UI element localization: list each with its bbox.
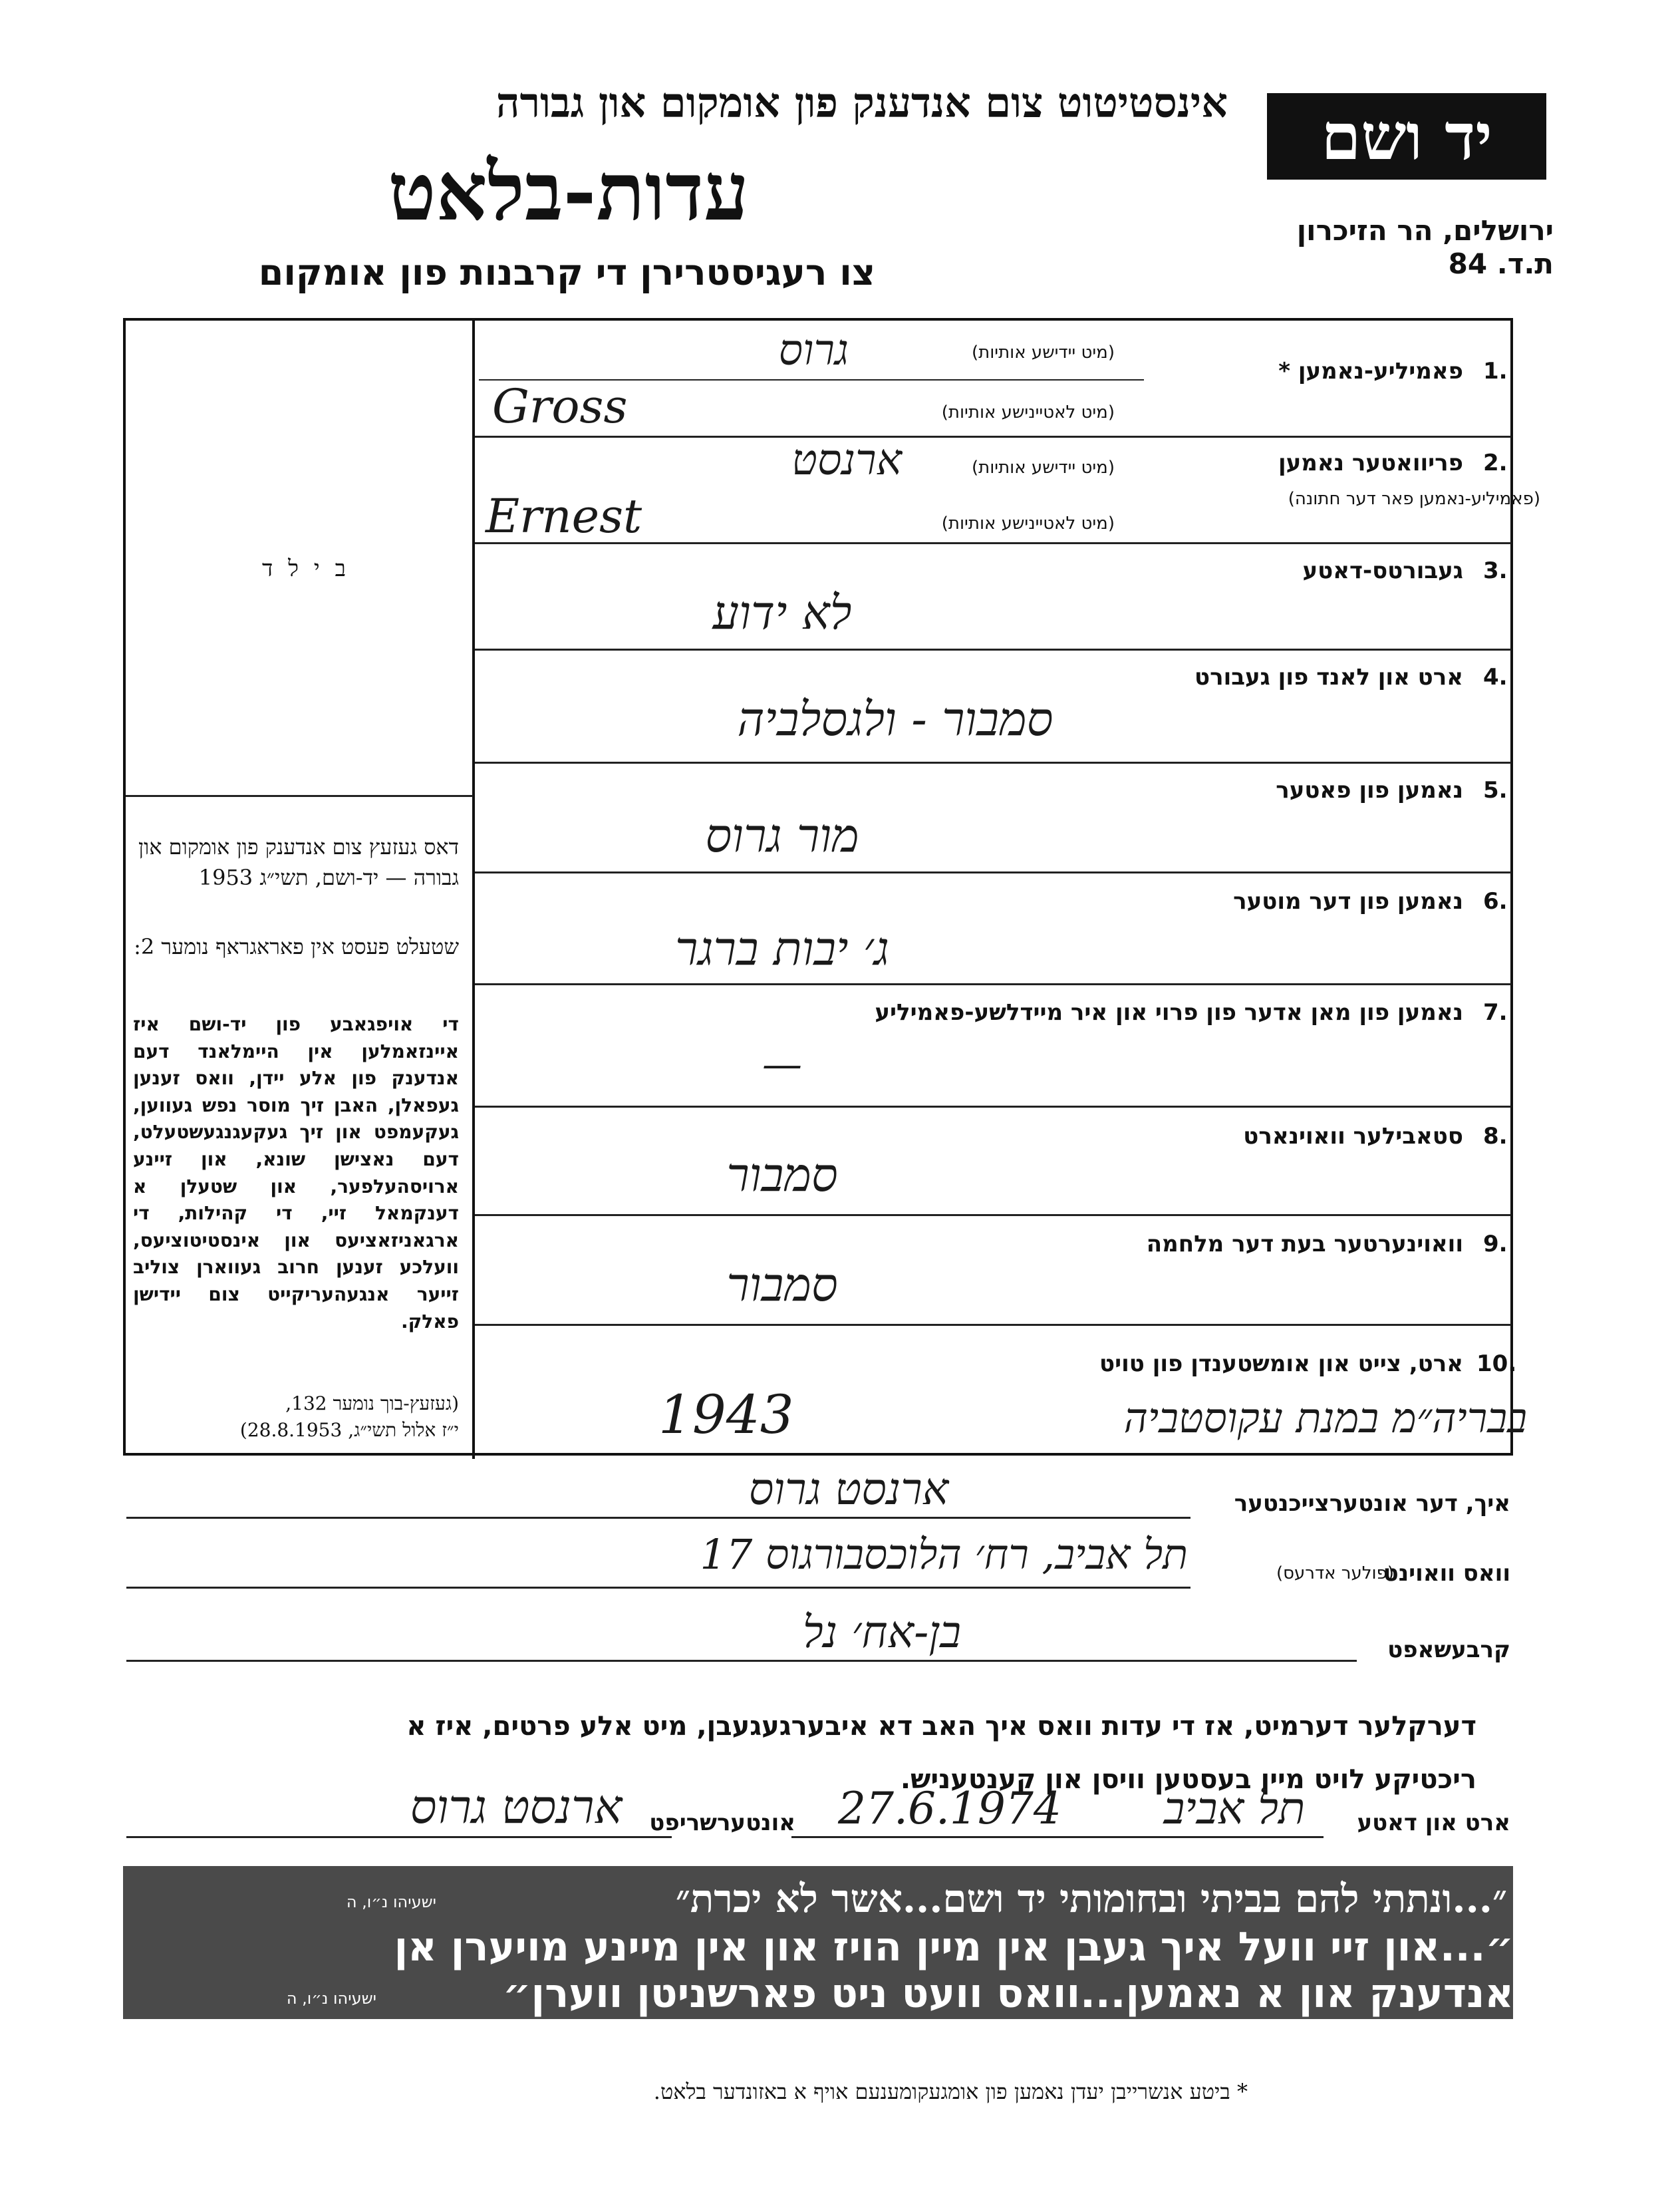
field-1-hint-latin: (מיט לאטיינישע אותיות) [941,402,1115,422]
field-3-number: 3. [1483,557,1508,584]
field-8-label: סטאבילער וואוינארט [1243,1123,1463,1150]
field-4-label: ארט און לאנד פון געבורט [1194,664,1463,691]
form-subtitle: צו רעגיסטרירן די קרבנות פון אומקום [258,251,875,293]
field-5-label: נאמען פון פאטער [1276,777,1463,804]
field-10-year[interactable]: 1943 [658,1384,794,1446]
field-3-label: געבורטס-דאטע [1302,557,1463,584]
law-paragraph: שטעלט פעסט אין פאראגראף נומער 2: [134,934,459,959]
field-7-number: 7. [1483,999,1508,1026]
field-10-value[interactable]: בבריה״מ במנת עקוסטביה [1123,1394,1527,1442]
field-1-number: 1. [1483,358,1508,385]
address-line-1: ירושלים, הר הזיכרון [1296,214,1554,247]
field-8-number: 8. [1483,1123,1508,1150]
field-2-label: פריוואטער נאמען [1278,450,1463,476]
undersigned-label: איך, דער אונטערצייכנטער [1234,1490,1510,1517]
row-separator [475,1324,1511,1326]
field-2-value-yiddish[interactable]: ארנסט [791,436,902,485]
declaration-text: דערקלער דערמיט, אז די עדות וואס איך האב דא איבערגעגעבן, מיט אלע פרטים, איז א ריכטיקע לויט מיין בעסטען וויסן און קענטעניש. [406,1711,1476,1795]
footnote: * ביטע אנשרייבן יעדן נאמען פון אומגעקומענעם אויף א באזונדער בלאט. [653,2079,1248,2104]
law-title: דאס געזעץ צום אנדענק פון אומקום און גבורה — יד-ושם, תשי״ג 1953 [138,834,459,891]
address-line [126,1587,1190,1589]
photo-box-divider [126,795,473,797]
undersigned-line [126,1517,1190,1519]
field-1-value-latin[interactable]: Gross [492,379,628,434]
signature-line [126,1836,672,1838]
field-2-hint-latin: (מיט לאטיינישע אותיות) [941,514,1115,534]
relation-label: קרבעשאפט [1387,1637,1510,1663]
row-separator [475,762,1511,764]
institute-name: אינסטיטוט צום אנדענק פון אומקום און גבורה [495,79,1228,127]
address-label: וואס וואוינט [1383,1560,1510,1587]
field-2-number: 2. [1483,450,1508,476]
field-10-number: 10. [1476,1350,1517,1377]
field-6-label: נאמען פון דער מוטער [1233,888,1463,915]
field-10-label: ארט, צייט און אומשטענדן פון טויט [1099,1350,1463,1377]
banner-ref-2: ישעיהו נ״ו, ה [286,1989,376,2008]
row-separator [475,871,1511,873]
banner-line-1: ״...ונתתי להם בביתי ובחומותי יד ושם...אשר לא יכרת״ [675,1876,1507,1921]
relation-value[interactable]: בן-אח׳ נל [802,1607,962,1658]
law-body: די אויפגאבע פון יד-ושם איז איינזאמלען אין היימלאנד דעם אנדענק פון אלע יידן, וואס זענען געפאלן, האבן זיך מוסר נפש געווען, געקעמפט און זיך געקעגנגעשטעלט, דעם נאצישן שונא, און זיינע ארויסהעלפער, און שטעלן א דענקמאל זיי, די קהילות, די ארגאניזאציעס און אינסטיטוציעס, וועלכע זענען חרוב געווארן צוליב זייער אנגעהעריקייט צום יידישן פאלק. [133,1013,459,1333]
field-6-number: 6. [1483,888,1508,915]
banner-line-2: ״...און זיי וועל איך געבן אין מיין הויז און אין מיינע מויערן אן [394,1924,1514,1970]
field-5-number: 5. [1483,777,1508,804]
field-1-value-yiddish[interactable]: גרוס [778,326,849,375]
field-9-number: 9. [1483,1231,1508,1257]
signature-value[interactable]: ארנסט גרוס [410,1780,623,1834]
row-separator [475,1106,1511,1108]
law-reference-1: (געזעץ-בוך נומער 132, [285,1392,459,1414]
field-9-label: וואוינערטער בעת דער מלחמה [1146,1231,1463,1257]
address-line-2: ת.ד. 84 [1448,247,1554,280]
place-date-line [791,1836,1324,1838]
place-value[interactable]: תל אביב [1163,1783,1306,1834]
photo-label: ב י ל ד [262,555,350,582]
field-4-value[interactable]: סמבור - ולגסלביה [737,692,1053,746]
field-4-number: 4. [1483,664,1508,691]
field-3-value[interactable]: לא ידוע [712,585,852,640]
relation-line [126,1660,1357,1662]
field-7-label: נאמען פון מאן אדער פון פרוי און איר מיידלשע-פאמיליע [875,999,1463,1026]
address-value[interactable]: תל אביב, רח׳ הלוכסבורגוס 17 [700,1530,1188,1579]
field-2-hint-yiddish: (מיט יידישע אותיות) [971,458,1115,478]
field-1-hint-yiddish: (מיט יידישע אותיות) [971,343,1115,363]
field-6-value[interactable]: ג׳ יבות ברגר [674,921,890,976]
field-5-value[interactable]: מור גרוס [705,808,859,863]
date-value[interactable]: 27.6.1974 [838,1783,1061,1834]
row-separator [475,649,1511,651]
form-title: עדות-בלאט [388,145,749,239]
yad-vashem-logo: יד ושם [1267,93,1546,180]
banner-line-3: אנדענק און א נאמען...וואס וועט ניט פארשניטן ווערן״ [502,1970,1514,2017]
field-7-value[interactable]: — [762,1041,802,1088]
row-separator [475,436,1511,438]
column-divider [472,318,475,1459]
row-separator [475,1214,1511,1216]
field-2-sub-label: (פאמיליע-נאמען פאר דער חתונה) [1288,489,1540,509]
place-date-label: ארט און דאטע [1357,1809,1510,1836]
field-1-label: פאמיליע-נאמען * [1278,358,1463,385]
signature-label: אונטערשריפט [649,1809,795,1836]
field-8-value[interactable]: סמבור [726,1148,838,1202]
undersigned-value[interactable]: ארנסט גרוס [748,1464,949,1515]
row-separator [475,983,1511,985]
field-2-value-latin[interactable]: Ernest [486,489,642,544]
field-9-value[interactable]: סמבור [726,1257,838,1312]
address-hint: (פולער אדרעס) [1276,1563,1394,1583]
law-reference-2: י״ז אלול תשי״ג, 28.8.1953) [239,1419,459,1441]
banner-ref-1: ישעיהו נ״ו, ה [346,1893,436,1911]
